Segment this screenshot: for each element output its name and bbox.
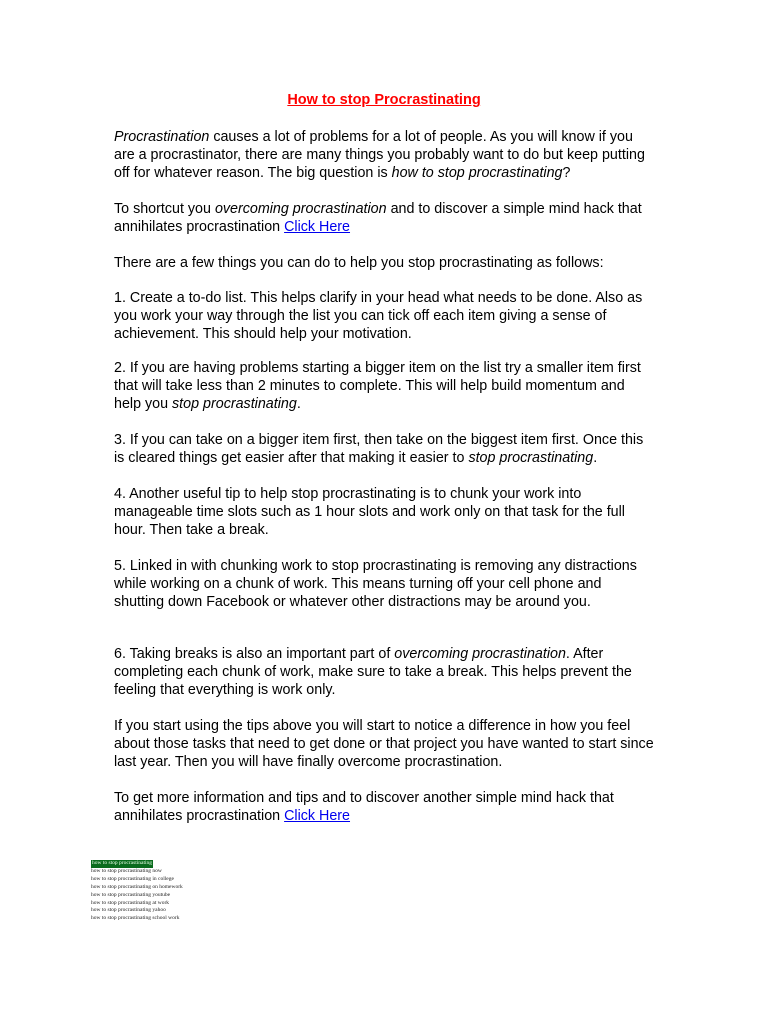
keyword-item: how to stop procrastinating yahoo: [91, 907, 166, 914]
click-here-link-2[interactable]: Click Here: [284, 808, 351, 824]
keyword-item: how to stop procrastinating in college: [91, 875, 174, 882]
tip-3-emphasis: stop procrastinating: [468, 450, 594, 466]
keyword-item: how to stop procrastinating now: [91, 867, 162, 874]
tip-4-paragraph: [114, 485, 654, 539]
shortcut-text-2: and to discover a simple mind hack that annihilates procrastination: [114, 201, 642, 235]
lead-text: There are a few things you can do to help you stop procrastinating as follows:: [114, 255, 604, 271]
closing-paragraph: [114, 717, 654, 771]
keyword-item: how to stop procrastinating at work: [91, 899, 170, 906]
click-here-link-1[interactable]: Click Here: [284, 219, 351, 235]
closing-text: If you start using the tips above you will start to notice a difference in how you feel about those tasks that need to get done or that project you have wanted to start since last year. Then you will have finally overcome procrastination.: [114, 718, 654, 770]
keyword-item-highlighted: how to stop procrastinating: [92, 860, 153, 866]
tip-6-emphasis: overcoming procrastination: [394, 646, 566, 662]
tip-2-text-1: 2. If you are having problems starting a bigger item on the list try a smaller item first that will take less than 2 minutes to complete. This will help build momentum and help you: [114, 360, 641, 412]
tip-4-text: 4. Another useful tip to help stop procrastinating is to chunk your work into manageable time slots such as 1 hour slots and work only on that task for the full hour. Then take a break.: [114, 486, 625, 538]
final-text: To get more information and tips and to discover another simple mind hack that annihilates procrastination: [114, 790, 614, 824]
tip-6-text-1: 6. Taking breaks is also an important part of: [114, 646, 395, 662]
tip-5-text: 5. Linked in with chunking work to stop procrastinating is removing any distractions while working on a chunk of work. This means turning off your cell phone and shutting down Facebook or whatever other distractions may be around you.: [114, 558, 637, 610]
tip-3-text-1: 3. If you can take on a bigger item first, then take on the biggest item first. Once this is cleared things get easier after that making it easier to: [114, 432, 644, 466]
intro-emphasis-2: how to stop procrastinating: [391, 165, 563, 181]
final-paragraph: [114, 789, 654, 825]
page-title: How to stop Procrastinating: [287, 92, 481, 108]
intro-text-1: causes a lot of problems for a lot of people. As you will know if you are a procrastinator, there are many things you probably want to do but keep putting off for whatever reason. The big question is: [114, 129, 645, 181]
intro-paragraph: [114, 128, 654, 182]
keyword-item: how to stop procrastinating school work: [91, 915, 180, 922]
tip-6-paragraph: [114, 645, 654, 699]
shortcut-emphasis: overcoming procrastination: [214, 201, 387, 217]
tip-2-emphasis: stop procrastinating: [172, 396, 297, 412]
shortcut-text-1: To shortcut you: [114, 201, 215, 217]
tip-1-paragraph: [114, 289, 654, 343]
tip-3-paragraph: [114, 431, 654, 467]
intro-emphasis-1: Procrastination: [114, 129, 210, 145]
keyword-item: how to stop procrastinating on homework: [91, 883, 183, 890]
tip-2-text-2: .: [296, 396, 301, 412]
tip-2-paragraph: [114, 359, 654, 413]
shortcut-paragraph: [114, 200, 654, 236]
tip-1-text: 1. Create a to-do list. This helps clarify in your head what needs to be done. Also as you work your way through the list you can tick off each item giving a sense of achievement. This should help your motivation.: [114, 290, 643, 342]
tip-3-text-2: .: [593, 450, 598, 466]
keyword-list: [91, 860, 183, 923]
tip-6-text-2: . After completing each chunk of work, make sure to take a break. This helps prevent the feeling that everything is work only.: [114, 646, 632, 698]
lead-paragraph: [114, 254, 654, 272]
intro-text-2: ?: [562, 165, 571, 181]
keyword-item: how to stop procrastinating youtube: [91, 891, 171, 898]
tip-5-paragraph: [114, 557, 654, 611]
